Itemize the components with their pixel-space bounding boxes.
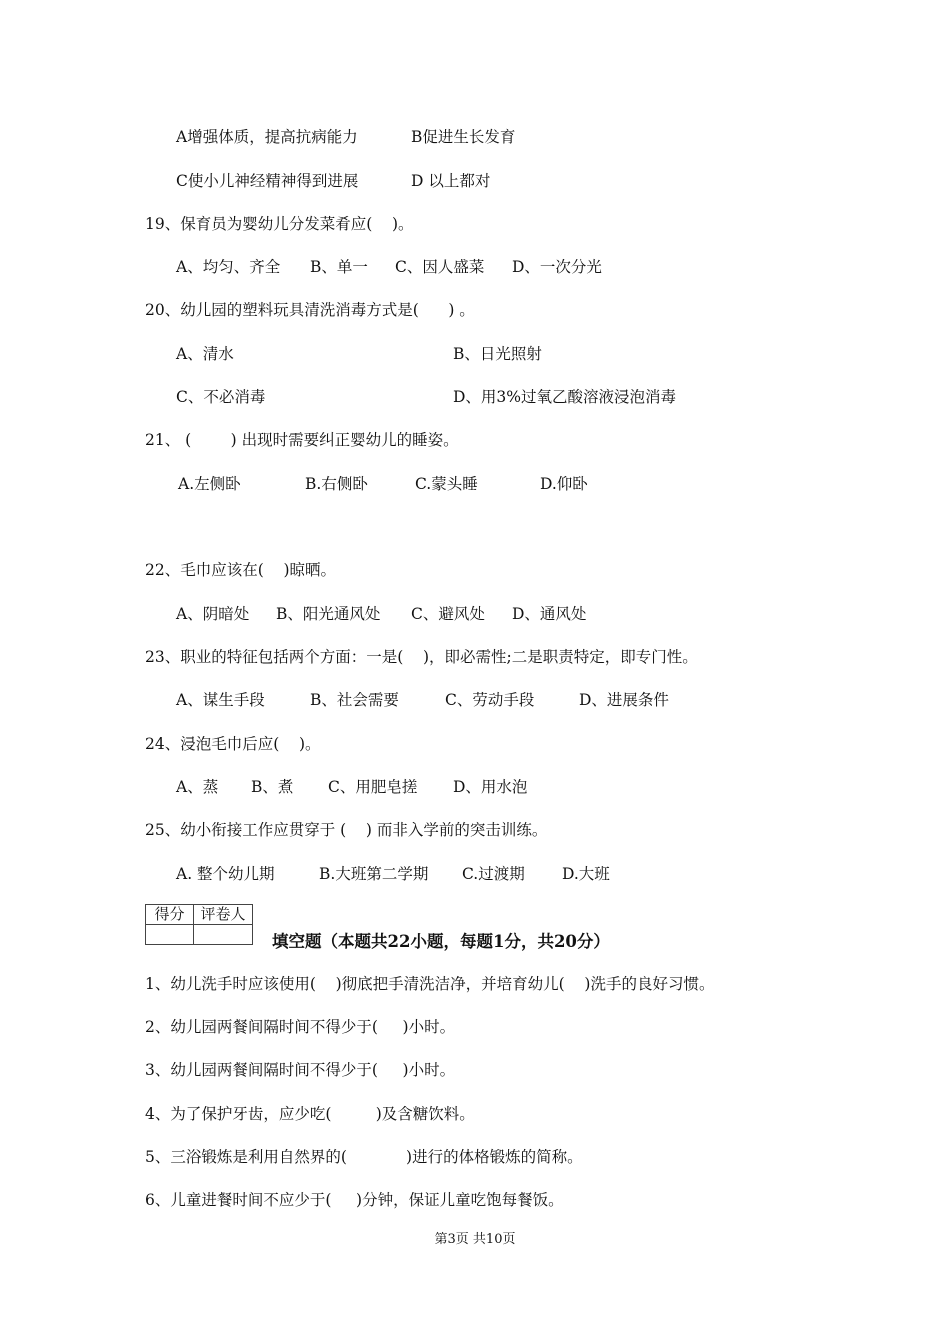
q18-option-a: A增强体质，提高抗病能力: [176, 128, 358, 146]
q20-option-b: B、日光照射: [453, 345, 542, 363]
fill-question-6: 6、儿童进餐时间不应少于( )分钟，保证儿童吃饱每餐饭。: [145, 1191, 564, 1209]
q21-option-d: D.仰卧: [540, 475, 588, 493]
q24-option-b: B、煮: [251, 778, 294, 796]
fill-question-1: 1、幼儿洗手时应该使用( )彻底把手清洗洁净，并培育幼儿( )洗手的良好习惯。: [145, 975, 715, 993]
question-19: 19、保育员为婴幼儿分发菜肴应( )。: [145, 215, 414, 233]
fill-question-5: 5、三浴锻炼是利用自然界的( )进行的体格锻炼的简称。: [145, 1148, 583, 1166]
question-25: 25、幼小衔接工作应贯穿于 ( ) 而非入学前的突击训练。: [145, 821, 548, 839]
q21-option-b: B.右侧卧: [305, 475, 368, 493]
question-23: 23、职业的特征包括两个方面：一是( )，即必需性;二是职责特定，即专门性。: [145, 648, 698, 666]
q24-option-c: C、用肥皂搓: [328, 778, 418, 796]
q20-option-d: D、用3%过氧乙酸溶液浸泡消毒: [453, 388, 677, 406]
q23-option-d: D、进展条件: [579, 691, 669, 709]
section-title: 填空题（本题共22小题，每题1分，共20分）: [272, 932, 610, 951]
q18-option-d: D 以上都对: [411, 172, 491, 190]
q18-option-c: C使小儿神经精神得到进展: [176, 172, 359, 190]
q25-option-d: D.大班: [562, 865, 610, 883]
fill-question-4: 4、为了保护牙齿，应少吃( )及含糖饮料。: [145, 1105, 475, 1123]
q21-option-a: A.左侧卧: [178, 475, 241, 493]
question-24: 24、浸泡毛巾后应( )。: [145, 735, 321, 753]
q25-option-c: C.过渡期: [462, 865, 525, 883]
q19-option-c: C、因人盛菜: [395, 258, 485, 276]
q23-option-c: C、劳动手段: [445, 691, 535, 709]
q18-option-b: B促进生长发育: [411, 128, 516, 146]
grader-header: 评卷人: [194, 905, 253, 925]
q19-option-d: D、一次分光: [512, 258, 602, 276]
score-table: [145, 904, 253, 945]
q23-option-a: A、谋生手段: [176, 691, 265, 709]
q20-option-a: A、清水: [176, 345, 234, 363]
q24-option-a: A、蒸: [176, 778, 219, 796]
q22-option-a: A、阴暗处: [176, 605, 250, 623]
q22-option-b: B、阳光通风处: [276, 605, 381, 623]
q21-option-c: C.蒙头睡: [415, 475, 478, 493]
q25-option-b: B.大班第二学期: [319, 865, 429, 883]
q19-option-b: B、单一: [310, 258, 368, 276]
q22-option-d: D、通风处: [512, 605, 587, 623]
fill-question-2: 2、幼儿园两餐间隔时间不得少于( )小时。: [145, 1018, 456, 1036]
fill-question-3: 3、幼儿园两餐间隔时间不得少于( )小时。: [145, 1061, 456, 1079]
q25-option-a: A. 整个幼儿期: [176, 865, 275, 883]
score-cell: [146, 925, 194, 945]
question-21: 21、 ( ) 出现时需要纠正婴幼儿的睡姿。: [145, 431, 459, 449]
q23-option-b: B、社会需要: [310, 691, 399, 709]
grader-cell: [194, 925, 253, 945]
page-footer: 第3页 共10页: [434, 1232, 516, 1247]
q24-option-d: D、用水泡: [453, 778, 528, 796]
q19-option-a: A、均匀、齐全: [176, 258, 281, 276]
question-20: 20、幼儿园的塑料玩具清洗消毒方式是( ) 。: [145, 301, 475, 319]
q22-option-c: C、避风处: [411, 605, 485, 623]
question-22: 22、毛巾应该在( )晾晒。: [145, 561, 337, 579]
score-header: 得分: [146, 905, 194, 925]
q20-option-c: C、不必消毒: [176, 388, 266, 406]
